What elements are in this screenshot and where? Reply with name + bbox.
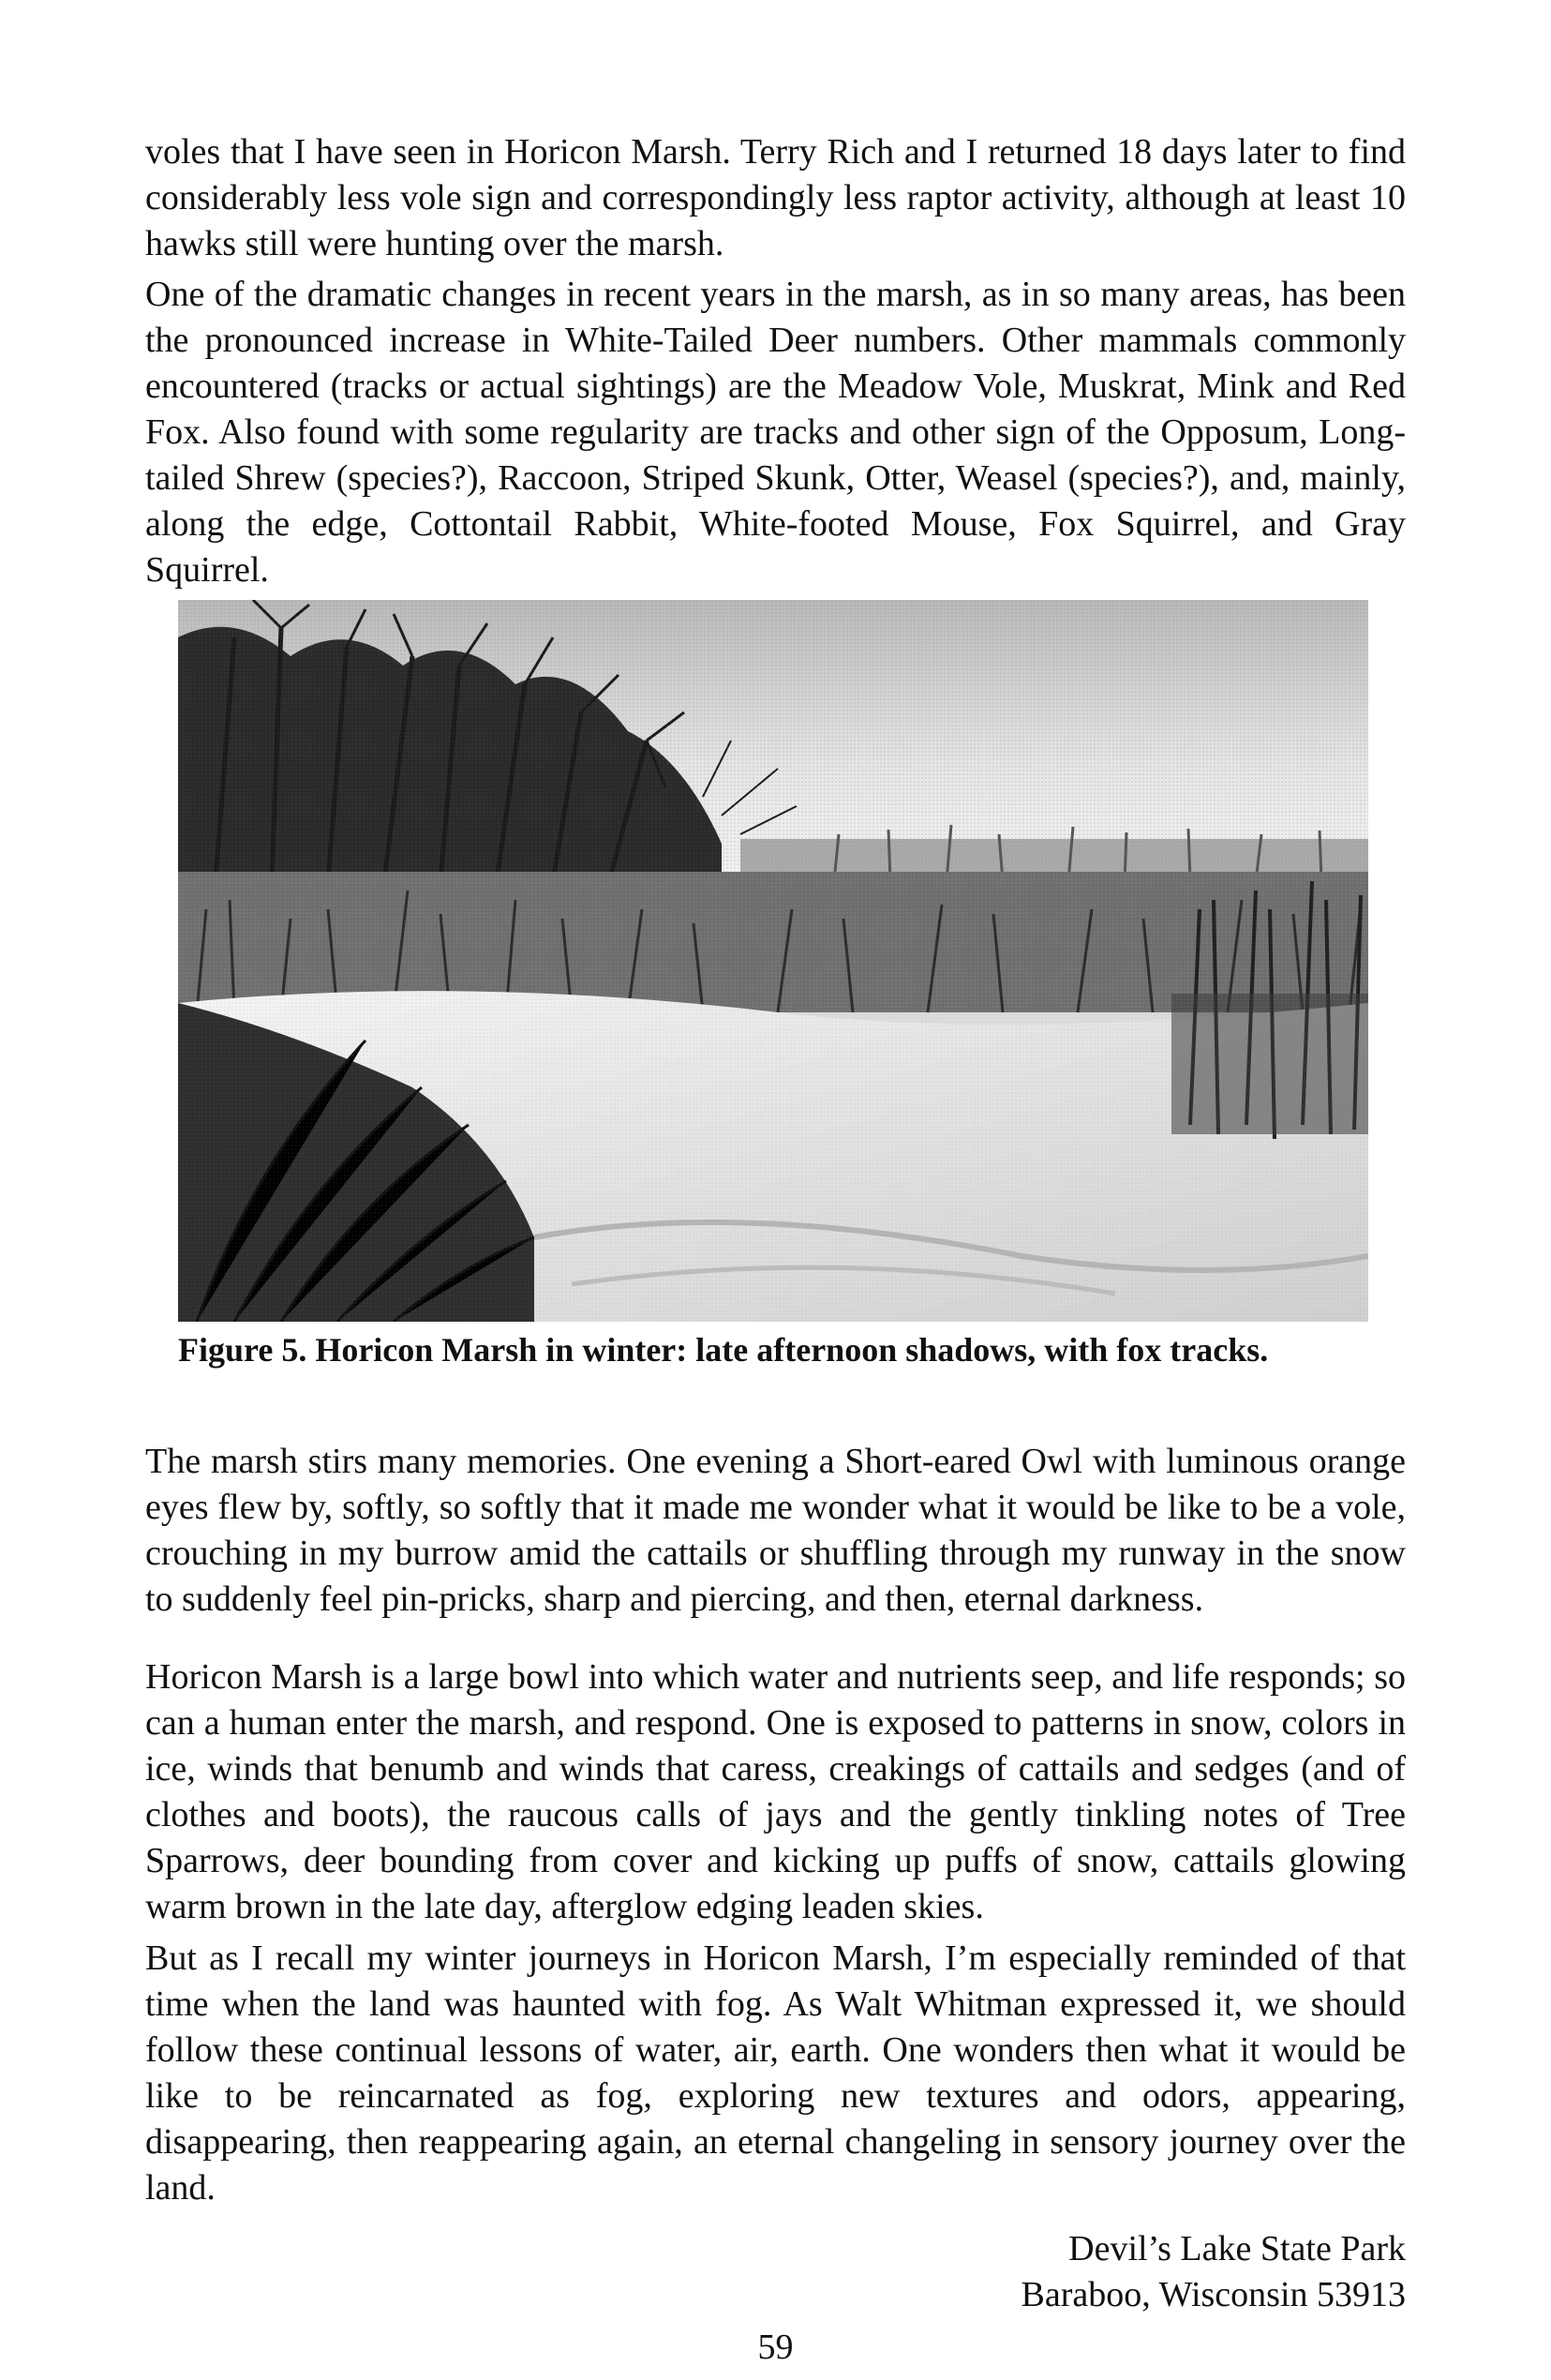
paragraph-fog: But as I recall my winter journeys in Horicon Marsh, I’m especially reminded of that time when the land was haunted with fog. As Walt Whitman expressed it, we should follow these continual lessons of water, air, earth. One wonders then what it would be like to be reincarnated as fog, exploring new textures and odors, appearing, disappearing, then reappearing again, an eternal changeling in sensory journey over the land. [145, 1938, 1406, 2208]
page-number: 59 [757, 2328, 794, 2367]
address-line-2: Baraboo, Wisconsin 53913 [1021, 2275, 1406, 2314]
address-line-1: Devil’s Lake State Park [1068, 2229, 1406, 2268]
marsh-winter-photo [178, 600, 1368, 1322]
figure-caption: Figure 5. Horicon Marsh in winter: late afternoon shadows, with fox tracks. [178, 1331, 1269, 1369]
paragraph-marsh-senses: Horicon Marsh is a large bowl into which water and nutrients seep, and life responds; so can a human enter the marsh, and respond. One is exposed to patterns in snow, colors in ice, winds that benumb and winds that caress, creakings of cattails and sedges (and of clothes and boots), the raucous calls of jays and the gently tinkling notes of Tree Sparrows, deer bounding from cover and kicking up puffs of snow, cattails glowing warm brown in the late day, afterglow edging leaden skies. [145, 1657, 1406, 1926]
author-address [1022, 2226, 1406, 2318]
figure-marsh-photo [178, 600, 1368, 1322]
paragraph-vole-observations: voles that I have seen in Horicon Marsh. Terry Rich and I returned 18 days later to find considerably less vole sign and correspondingly less raptor activity, although at least 10 hawks still were hunting over the marsh. [145, 132, 1406, 263]
paragraph-mammals: One of the dramatic changes in recent years in the marsh, as in so many areas, has been the pronounced increase in White-Tailed Deer numbers. Other mammals commonly encountered (tracks or actual sightings) are the Meadow Vole, Muskrat, Mink and Red Fox. Also found with some regularity are tracks and other sign of the Opposum, Long-tailed Shrew (species?), Raccoon, Striped Skunk, Otter, Weasel (species?), and, mainly, along the edge, Cottontail Rabbit, White-footed Mouse, Fox Squirrel, and Gray Squirrel. [145, 275, 1406, 590]
paragraph-memories: The marsh stirs many memories. One evening a Short-eared Owl with luminous orange eyes flew by, softly, so softly that it made me wonder what it would be like to be a vole, crouching in my burrow amid the cattails or shuffling through my runway in the snow to suddenly feel pin-pricks, sharp and piercing, and then, eternal darkness. [145, 1442, 1406, 1619]
